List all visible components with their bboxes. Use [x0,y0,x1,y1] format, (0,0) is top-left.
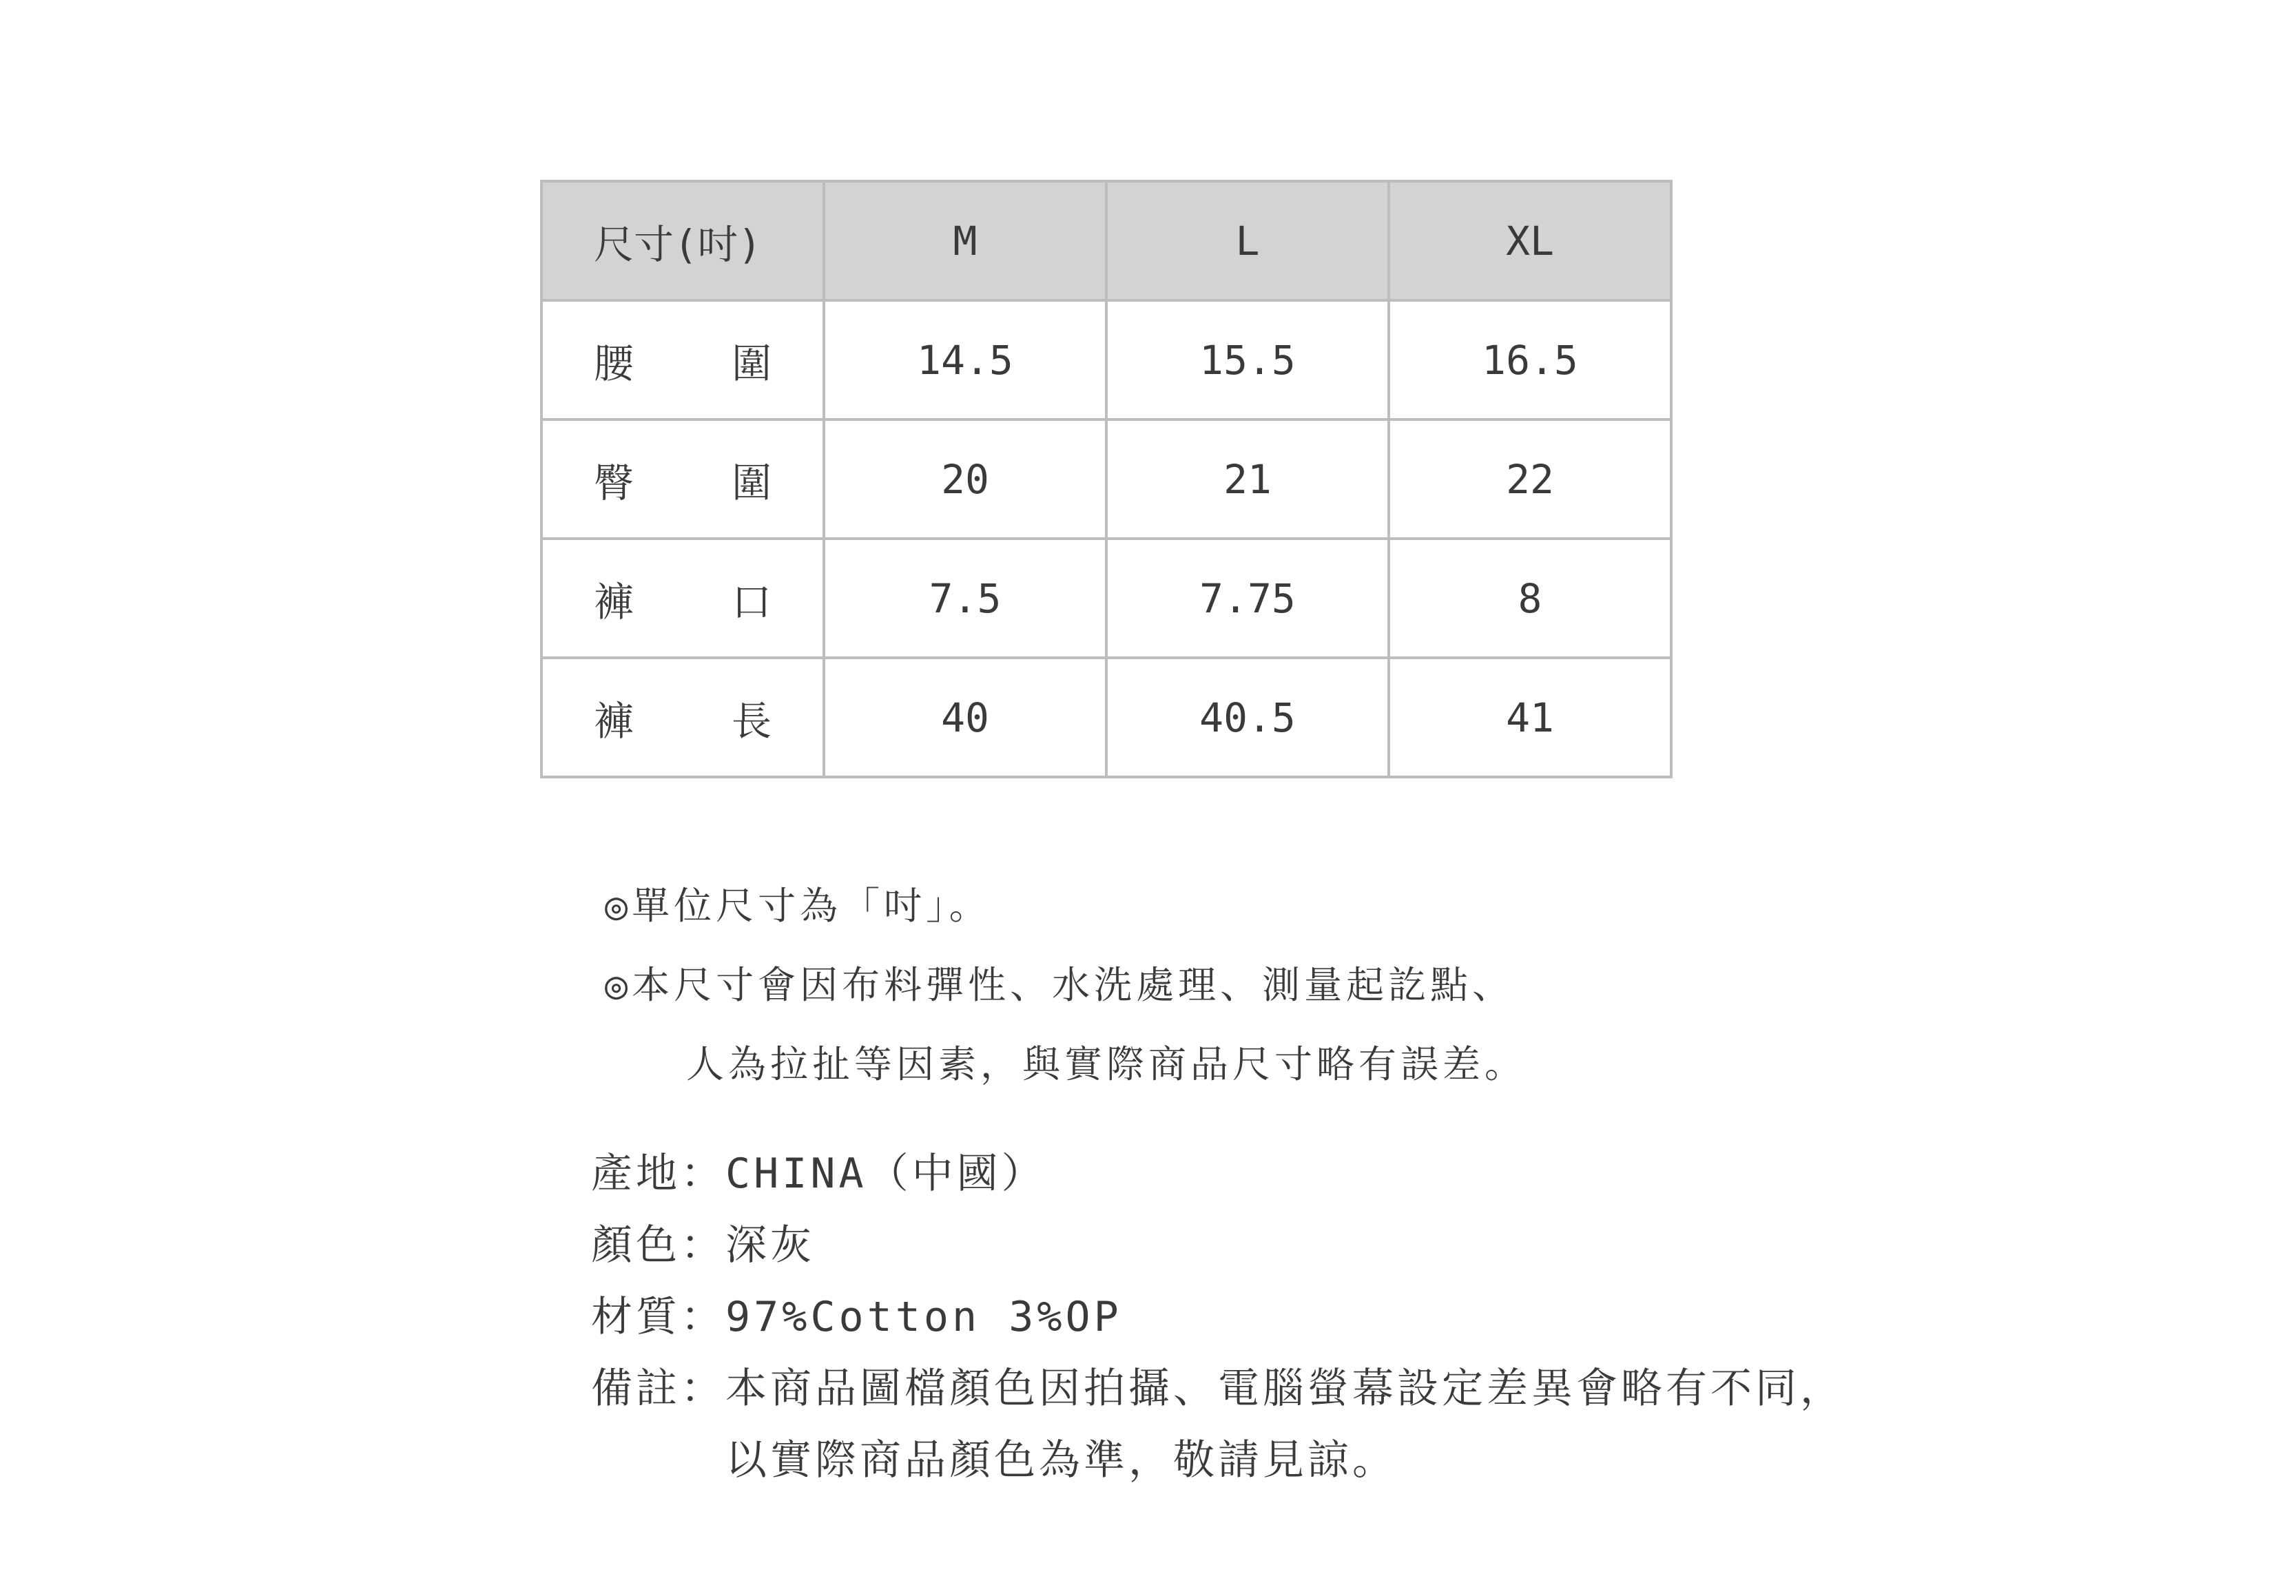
note-tolerance-continued: 人為拉扯等因素，與實際商品尺寸略有誤差。 [686,1042,1527,1086]
row-label-b: 圍 [731,340,772,387]
row-label [541,539,824,658]
table-cell: 20 [824,419,1106,539]
spec-remark-label: 備註： [591,1365,725,1413]
table-row [541,419,1671,539]
header-size-unit: 尺寸(吋) [541,181,824,300]
row-label-a: 臀 [594,459,634,506]
table-cell: 15.5 [1106,300,1389,419]
row-label-a: 褲 [594,697,634,745]
table-row [541,658,1671,777]
header-size-xl: XL [1389,181,1671,300]
table-cell: 16.5 [1389,300,1671,419]
table-cell: 8 [1389,539,1671,658]
note-tolerance: ◎本尺寸會因布料彈性、水洗處理、測量起訖點、 [605,963,1515,1007]
table-cell: 40.5 [1106,658,1389,777]
row-label-a: 褲 [594,578,634,625]
table-row [541,539,1671,658]
spec-color: 顏色：深灰 [591,1221,815,1269]
header-size-l: L [1106,181,1389,300]
row-label [541,419,824,539]
table-cell: 7.75 [1106,539,1389,658]
table-cell: 41 [1389,658,1671,777]
row-label-b: 口 [731,578,772,625]
table-cell: 21 [1106,419,1389,539]
size-notes [605,867,1527,1104]
table-cell: 40 [824,658,1106,777]
table-cell: 22 [1389,419,1671,539]
row-label [541,300,824,419]
header-size-m: M [824,181,1106,300]
spec-remark-line1: 本商品圖檔顏色因拍攝、電腦螢幕設定差異會略有不同， [725,1365,1845,1413]
spec-remark-text [725,1353,1845,1496]
row-label-b: 長 [731,697,772,745]
spec-origin: 產地：CHINA（中國） [591,1150,1046,1198]
spec-remark-line2: 以實際商品顏色為準，敬請見諒。 [725,1436,1397,1484]
table-cell: 14.5 [824,300,1106,419]
table-header-row [541,181,1671,300]
row-label-b: 圍 [731,459,772,506]
table-cell: 7.5 [824,539,1106,658]
size-chart-table [540,180,1673,778]
product-specs [591,1138,1845,1496]
row-label-a: 腰 [594,340,634,387]
row-label [541,658,824,777]
spec-material: 材質：97%Cotton 3%OP [591,1293,1122,1341]
spec-remark [591,1353,1845,1496]
note-unit: ◎單位尺寸為「吋」。 [605,884,991,928]
table-row [541,300,1671,419]
